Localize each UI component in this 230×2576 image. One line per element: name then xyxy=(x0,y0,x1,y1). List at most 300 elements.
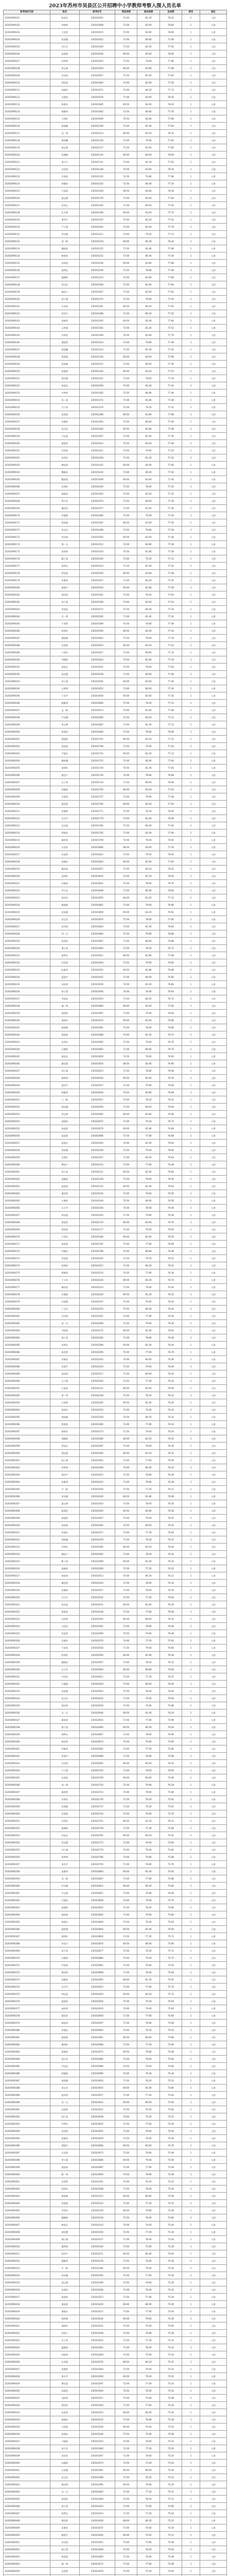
table-cell: 10203090336 xyxy=(4,1709,50,1717)
table-cell: 入围 xyxy=(200,1284,226,1291)
table-cell: 230102366 xyxy=(79,1421,115,1428)
table-cell: 1 xyxy=(182,1529,200,1536)
table-cell: 入围 xyxy=(200,1681,226,1688)
table-cell: 1 xyxy=(182,1313,200,1320)
table-cell: 10203090372 xyxy=(4,1969,50,1976)
table-cell: 76.12 xyxy=(160,1486,182,1493)
table-cell: 82.00 xyxy=(137,1017,160,1024)
table-cell: 1 xyxy=(182,79,200,87)
table-cell: 72.00 xyxy=(115,224,137,231)
table-cell: 230102478 xyxy=(79,1536,115,1544)
table-cell: 70.00 xyxy=(115,707,137,714)
table-cell: 75.56 xyxy=(160,2301,182,2308)
table-cell: 入围 xyxy=(200,1544,226,1551)
table-cell: 75.50 xyxy=(115,2431,137,2438)
table-cell: 74.92 xyxy=(160,2568,182,2575)
table-cell: 78.00 xyxy=(137,1053,160,1060)
table-cell: 10203090330 xyxy=(4,1666,50,1673)
table-cell: 1 xyxy=(182,822,200,829)
table-cell: 70.00 xyxy=(115,2005,137,2012)
table-row xyxy=(4,1154,227,1161)
table-row xyxy=(4,555,227,563)
table-cell: 10203090281 xyxy=(4,1313,50,1320)
table-cell: 82.80 xyxy=(137,952,160,959)
table-cell: 230101995 xyxy=(79,1039,115,1046)
table-row xyxy=(4,1003,227,1010)
table-cell: 10203090255 xyxy=(4,1125,50,1132)
table-cell: 入围 xyxy=(200,332,226,339)
table-cell: 1 xyxy=(182,1370,200,1378)
table-cell: 230102135 xyxy=(79,1183,115,1190)
table-cell: 230102933 xyxy=(79,2005,115,2012)
table-cell: 1 xyxy=(182,1969,200,1976)
table-cell: 高雨萱 xyxy=(50,1132,79,1140)
table-cell: 暨浩然 xyxy=(50,2517,79,2524)
table-cell: 封俊杰 xyxy=(50,1529,79,1536)
table-cell: 入围 xyxy=(200,454,226,462)
table-cell: 10203090448 xyxy=(4,2517,50,2524)
table-cell: 1 xyxy=(182,231,200,238)
table-cell: 韦梦瑶 xyxy=(50,389,79,397)
table-cell: 1 xyxy=(182,866,200,873)
table-cell: 73.50 xyxy=(115,1176,137,1183)
table-cell: 入围 xyxy=(200,880,226,887)
table-cell: 10203090307 xyxy=(4,1500,50,1507)
table-cell: 入围 xyxy=(200,2106,226,2113)
table-cell: 10203090215 xyxy=(4,837,50,844)
table-cell: 230101526 xyxy=(79,555,115,563)
table-cell: 76.28 xyxy=(160,1652,182,1659)
table-cell: 入围 xyxy=(200,981,226,988)
table-cell: 施文静 xyxy=(50,195,79,202)
table-row xyxy=(4,1327,227,1334)
table-cell: 入围 xyxy=(200,1269,226,1277)
table-cell: 70.00 xyxy=(115,1681,137,1688)
table-cell: 76.36 xyxy=(160,1443,182,1450)
table-cell: 69.50 xyxy=(115,858,137,866)
table-cell: 麻一鸣 xyxy=(50,1003,79,1010)
table-cell: 入围 xyxy=(200,2041,226,2048)
table-cell: 230103234 xyxy=(79,2315,115,2323)
table-cell: 1 xyxy=(182,772,200,779)
table-row xyxy=(4,1991,227,1998)
table-cell: 10203090325 xyxy=(4,1630,50,1637)
table-cell: 幸文博 xyxy=(50,1890,79,1897)
table-cell: 1 xyxy=(182,2149,200,2157)
table-cell: 77.24 xyxy=(160,447,182,454)
table-cell: 75.04 xyxy=(160,2460,182,2467)
table-cell: 10203090365 xyxy=(4,1919,50,1926)
table-cell: 75.84 xyxy=(160,1825,182,1832)
table-cell: 10203090164 xyxy=(4,469,50,476)
table-cell: 230102660 xyxy=(79,1724,115,1731)
table-row xyxy=(4,1947,227,1955)
table-cell: 71.00 xyxy=(115,94,137,101)
table-cell: 冉嘉欣 xyxy=(50,2200,79,2207)
table-row xyxy=(4,1846,227,1854)
table-cell: 10203090342 xyxy=(4,1753,50,1760)
table-cell: 1 xyxy=(182,1904,200,1911)
table-row xyxy=(4,1984,227,1991)
table-cell: 230102968 xyxy=(79,2041,115,2048)
table-cell: 昝晨希 xyxy=(50,1219,79,1226)
table-cell: 10203090244 xyxy=(4,1046,50,1053)
table-cell: 10203090142 xyxy=(4,310,50,317)
table-cell: 74.00 xyxy=(115,880,137,887)
table-cell: 章晓雯 xyxy=(50,317,79,325)
table-cell: 69.50 xyxy=(115,1075,137,1082)
table-cell: 70.50 xyxy=(115,2063,137,2070)
table-cell: 濮雅琴 xyxy=(50,2258,79,2265)
table-cell: 10203090250 xyxy=(4,1089,50,1096)
table-cell: 79.40 xyxy=(137,1846,160,1854)
table-cell: 入围 xyxy=(200,1176,226,1183)
table-cell: 10203090293 xyxy=(4,1399,50,1406)
table-row xyxy=(4,2265,227,2272)
table-cell: 77.20 xyxy=(137,2337,160,2344)
table-cell: 81.60 xyxy=(137,1233,160,1241)
table-cell: 75.88 xyxy=(160,1789,182,1796)
table-cell: 入围 xyxy=(200,1904,226,1911)
table-cell: 入围 xyxy=(200,2243,226,2250)
table-cell: 76.20 xyxy=(160,1558,182,1565)
table-cell: 宓文杰 xyxy=(50,1695,79,1702)
table-cell: 79.80 xyxy=(137,2207,160,2214)
table-cell: 75.88 xyxy=(160,1875,182,1883)
table-cell: 1 xyxy=(182,2517,200,2524)
table-cell: 入围 xyxy=(200,1976,226,1984)
table-cell: 78.60 xyxy=(137,1580,160,1587)
table-cell: 10203090103 xyxy=(4,29,50,36)
table-cell: 82.80 xyxy=(137,1111,160,1118)
table-cell: 75.08 xyxy=(160,2553,182,2561)
table-row xyxy=(4,151,227,159)
table-cell: 71.50 xyxy=(115,1861,137,1868)
table-cell: 230101456 xyxy=(79,483,115,490)
table-cell: 入围 xyxy=(200,1161,226,1168)
table-cell: 金一帆 xyxy=(50,238,79,245)
table-cell: 230102947 xyxy=(79,2020,115,2027)
table-cell: 10203090352 xyxy=(4,1825,50,1832)
table-cell: 75.36 xyxy=(160,2279,182,2286)
table-cell: 77.24 xyxy=(160,613,182,620)
table-cell: 入围 xyxy=(200,873,226,880)
table-cell: 入围 xyxy=(200,1298,226,1306)
table-cell: 郗欣妍 xyxy=(50,1717,79,1724)
table-cell: 计浩轩 xyxy=(50,844,79,851)
table-cell: 74.50 xyxy=(115,404,137,411)
table-cell: 230101890 xyxy=(79,930,115,938)
table-row xyxy=(4,1810,227,1818)
table-cell: 230102422 xyxy=(79,1479,115,1486)
table-cell: 1 xyxy=(182,793,200,801)
table-cell: 入围 xyxy=(200,815,226,822)
table-cell: 1 xyxy=(182,620,200,628)
table-cell: 入围 xyxy=(200,368,226,375)
table-cell: 入围 xyxy=(200,909,226,916)
table-cell: 1 xyxy=(182,2438,200,2445)
table-cell: 10203090206 xyxy=(4,772,50,779)
table-cell: 79.80 xyxy=(137,2048,160,2056)
table-cell: 80.60 xyxy=(137,108,160,115)
table-cell: 10203090133 xyxy=(4,245,50,252)
table-cell: 76.68 xyxy=(160,1125,182,1132)
table-cell: 张雨涵 xyxy=(50,36,79,43)
table-cell: 10203090251 xyxy=(4,1096,50,1104)
table-cell: 77.88 xyxy=(160,115,182,123)
table-cell: 72.00 xyxy=(115,2380,137,2387)
table-cell: 74.00 xyxy=(115,772,137,779)
table-cell: 入围 xyxy=(200,1875,226,1883)
table-cell: 76.36 xyxy=(160,1356,182,1363)
table-cell: 入围 xyxy=(200,1010,226,1017)
table-cell: 入围 xyxy=(200,952,226,959)
table-cell: 230103255 xyxy=(79,2337,115,2344)
table-row xyxy=(4,1745,227,1753)
table-row xyxy=(4,2460,227,2467)
table-row xyxy=(4,1630,227,1637)
table-cell: 闻子睿 xyxy=(50,2113,79,2121)
table-cell: 77.20 xyxy=(137,2488,160,2496)
table-cell: 72.00 xyxy=(115,1406,137,1414)
table-cell: 成晓东 xyxy=(50,858,79,866)
table-cell: 10203090204 xyxy=(4,757,50,765)
table-cell: 230102226 xyxy=(79,1277,115,1284)
table-cell: 71.00 xyxy=(115,1046,137,1053)
table-cell: 230102688 xyxy=(79,1753,115,1760)
table-cell: 77.08 xyxy=(160,620,182,628)
table-cell: 支天宇 xyxy=(50,1205,79,1212)
table-cell: 10203090405 xyxy=(4,2207,50,2214)
table-cell: 1 xyxy=(182,404,200,411)
table-row xyxy=(4,902,227,909)
table-cell: 1 xyxy=(182,1839,200,1846)
table-cell: 10203090449 xyxy=(4,2524,50,2532)
table-cell: 230102338 xyxy=(79,1392,115,1399)
table-row xyxy=(4,2070,227,2077)
table-cell: 68.00 xyxy=(115,1544,137,1551)
table-cell: 74.50 xyxy=(115,1919,137,1926)
table-cell: 1 xyxy=(182,844,200,851)
table-cell: 卓晓东 xyxy=(50,2027,79,2034)
table-cell: 75.12 xyxy=(160,2496,182,2503)
table-cell: 79.00 xyxy=(137,1515,160,1522)
table-cell: 10203090254 xyxy=(4,1118,50,1125)
table-cell: 1 xyxy=(182,2157,200,2164)
table-cell: 82.40 xyxy=(137,642,160,649)
table-cell: 入围 xyxy=(200,1067,226,1075)
table-cell: 75.48 xyxy=(160,2539,182,2546)
table-cell: 230102730 xyxy=(79,1796,115,1803)
table-cell: 和欣怡 xyxy=(50,728,79,736)
table-cell: 10203090442 xyxy=(4,2474,50,2481)
table-cell: 1 xyxy=(182,1269,200,1277)
table-cell: 81.80 xyxy=(137,707,160,714)
table-cell: 84.80 xyxy=(137,188,160,195)
table-cell: 75.96 xyxy=(160,1717,182,1724)
table-cell: 230103409 xyxy=(79,2496,115,2503)
table-cell: 骆晨阳 xyxy=(50,1125,79,1132)
table-cell: 10203090454 xyxy=(4,2561,50,2568)
table-cell: 78.60 xyxy=(137,728,160,736)
table-cell: 83.20 xyxy=(137,209,160,216)
table-cell: 陈俊杰 xyxy=(50,101,79,108)
table-cell: 1 xyxy=(182,238,200,245)
table-cell: 入围 xyxy=(200,844,226,851)
table-cell: 入围 xyxy=(200,1104,226,1111)
table-cell: 茹晓东 xyxy=(50,2416,79,2424)
table-row xyxy=(4,1406,227,1414)
table-cell: 230102401 xyxy=(79,1457,115,1464)
table-cell: 73.00 xyxy=(115,2092,137,2099)
table-row xyxy=(4,2193,227,2200)
table-cell: 81.60 xyxy=(137,656,160,664)
table-cell: 10203090277 xyxy=(4,1284,50,1291)
table-cell: 75.44 xyxy=(160,2229,182,2236)
table-row xyxy=(4,1067,227,1075)
table-cell: 入围 xyxy=(200,1688,226,1695)
table-cell: 入围 xyxy=(200,822,226,829)
table-cell: 75.84 xyxy=(160,1839,182,1846)
table-cell: 75.50 xyxy=(115,483,137,490)
table-cell: 230102639 xyxy=(79,1702,115,1709)
table-cell: 75.64 xyxy=(160,1969,182,1976)
table-cell: 75.76 xyxy=(160,1897,182,1904)
table-cell: 230101981 xyxy=(79,1024,115,1031)
table-row xyxy=(4,700,227,707)
table-cell: 10203090212 xyxy=(4,815,50,822)
table-cell: 230101155 xyxy=(79,173,115,180)
table-cell: 77.60 xyxy=(137,1269,160,1277)
table-cell: 10203090434 xyxy=(4,2416,50,2424)
table-cell: 10203090176 xyxy=(4,555,50,563)
table-cell: 76.08 xyxy=(160,1608,182,1616)
table-cell: 10203090412 xyxy=(4,2258,50,2265)
table-cell: 82.60 xyxy=(137,692,160,700)
table-row xyxy=(4,224,227,231)
table-cell: 72.00 xyxy=(115,325,137,332)
table-cell: 尤佳琪 xyxy=(50,166,79,173)
table-cell: 1 xyxy=(182,995,200,1003)
table-row xyxy=(4,1320,227,1327)
table-cell: 79.40 xyxy=(137,1147,160,1154)
table-cell: 230103101 xyxy=(79,2178,115,2185)
table-row xyxy=(4,238,227,245)
table-cell: 230101176 xyxy=(79,195,115,202)
table-cell: 76.80 xyxy=(137,2416,160,2424)
table-cell: 韩若曦 xyxy=(50,137,79,144)
table-cell: 230102940 xyxy=(79,2012,115,2020)
table-cell: 入围 xyxy=(200,1760,226,1767)
table-cell: 77.48 xyxy=(160,426,182,433)
table-cell: 78.00 xyxy=(137,916,160,923)
table-cell: 230103248 xyxy=(79,2330,115,2337)
table-cell: 10203090221 xyxy=(4,880,50,887)
table-row xyxy=(4,2517,227,2524)
table-cell: 入围 xyxy=(200,339,226,346)
table-cell: 10203090115 xyxy=(4,115,50,123)
table-row xyxy=(4,2135,227,2142)
table-cell: 入围 xyxy=(200,1911,226,1919)
table-cell: 10203090261 xyxy=(4,1168,50,1176)
table-row xyxy=(4,1666,227,1673)
table-cell: 75.24 xyxy=(160,2387,182,2395)
table-cell: 77.84 xyxy=(160,317,182,325)
table-cell: 1 xyxy=(182,2222,200,2229)
table-cell: 75.00 xyxy=(115,1673,137,1681)
table-cell: 入围 xyxy=(200,1205,226,1212)
table-cell: 山子轩 xyxy=(50,1666,79,1673)
table-cell: 1 xyxy=(182,1883,200,1890)
table-cell: 75.32 xyxy=(160,2178,182,2185)
table-cell: 10203090196 xyxy=(4,700,50,707)
table-cell: 入围 xyxy=(200,1046,226,1053)
table-cell: 230102450 xyxy=(79,1507,115,1515)
table-cell: 入围 xyxy=(200,2323,226,2330)
table-row xyxy=(4,1515,227,1522)
table-cell: 10203090329 xyxy=(4,1659,50,1666)
table-cell: 81.20 xyxy=(137,1818,160,1825)
table-cell: 72.50 xyxy=(115,606,137,613)
table-cell: 75.92 xyxy=(160,1796,182,1803)
table-cell: 73.00 xyxy=(115,577,137,584)
table-cell: 76.88 xyxy=(160,1132,182,1140)
table-cell: 入围 xyxy=(200,1919,226,1926)
table-cell: 230103108 xyxy=(79,2185,115,2193)
table-cell: 入围 xyxy=(200,1515,226,1522)
table-cell: 入围 xyxy=(200,1125,226,1132)
table-cell: 74.00 xyxy=(115,555,137,563)
table-row xyxy=(4,2222,227,2229)
table-cell: 75.80 xyxy=(137,2539,160,2546)
table-cell: 76.48 xyxy=(160,1212,182,1219)
table-cell: 75.68 xyxy=(160,1854,182,1861)
table-cell: 230102240 xyxy=(79,1291,115,1298)
table-cell: 1 xyxy=(182,1803,200,1810)
table-row xyxy=(4,159,227,166)
table-row xyxy=(4,1089,227,1096)
table-cell: 钮梓轩 xyxy=(50,1406,79,1414)
table-cell: 74.50 xyxy=(115,2351,137,2359)
table-cell: 77.40 xyxy=(137,1529,160,1536)
table-cell: 10203090157 xyxy=(4,418,50,426)
table-cell: 71.00 xyxy=(115,721,137,728)
table-cell: 230101442 xyxy=(79,469,115,476)
table-row xyxy=(4,188,227,195)
table-cell: 10203090233 xyxy=(4,967,50,974)
table-cell: 81.00 xyxy=(137,2084,160,2092)
table-cell: 10203090351 xyxy=(4,1818,50,1825)
table-cell: 1 xyxy=(182,2229,200,2236)
table-cell: 10203090381 xyxy=(4,2034,50,2041)
table-cell: 80.40 xyxy=(137,2250,160,2258)
table-cell: 230102072 xyxy=(79,1118,115,1125)
table-cell: 入围 xyxy=(200,188,226,195)
table-cell: 入围 xyxy=(200,202,226,209)
table-cell: 79.20 xyxy=(137,231,160,238)
table-cell: 10203090141 xyxy=(4,303,50,310)
table-cell: 84.00 xyxy=(137,151,160,159)
table-row xyxy=(4,1616,227,1623)
table-cell: 77.40 xyxy=(137,1378,160,1385)
table-cell: 1 xyxy=(182,1385,200,1392)
table-cell: 230102912 xyxy=(79,1984,115,1991)
table-cell: 77.20 xyxy=(160,844,182,851)
table-cell: 常思雨 xyxy=(50,606,79,613)
table-cell: 入围 xyxy=(200,267,226,274)
table-cell: 76.64 xyxy=(160,1147,182,1154)
table-cell: 1 xyxy=(182,447,200,454)
